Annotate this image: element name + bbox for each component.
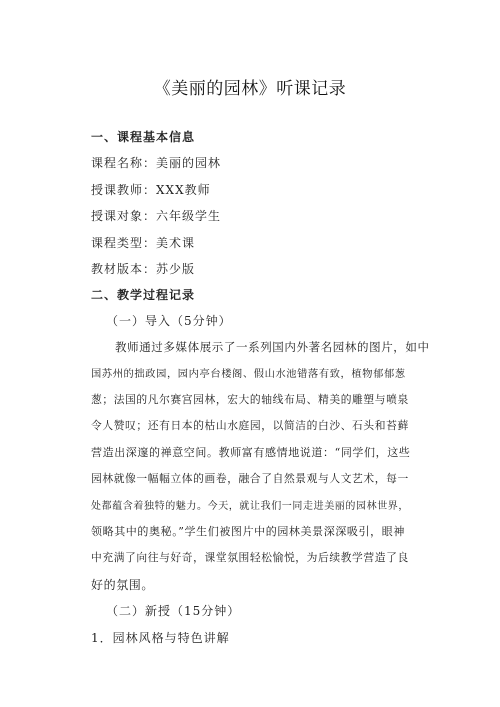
info-course-type: 课程类型：美术课 xyxy=(91,236,196,250)
paragraph-line: 中充满了向往与好奇，课堂氛围轻松愉悦，为后续教学营造了良 xyxy=(91,551,409,564)
section-heading-process: 二、教学过程记录 xyxy=(91,288,196,302)
paragraph-line: 葱；法国的凡尔赛宫园林，宏大的轴线布局、精美的雕塑与喷泉 xyxy=(91,393,409,406)
info-audience: 授课对象：六年级学生 xyxy=(91,209,222,223)
page-title: 《美丽的园林》听课记录 xyxy=(153,79,347,99)
info-textbook: 教材版本：苏少版 xyxy=(91,262,196,276)
paragraph-line: 国苏州的拙政园，园内亭台楼阁、假山水池错落有致，植物郁郁葱 xyxy=(91,368,406,380)
paragraph-line: 营造出深邃的禅意空间。教师富有感情地说道：“同学们，这些 xyxy=(91,446,411,459)
info-teacher: 授课教师：XXX教师 xyxy=(91,183,211,197)
section-heading-basic-info: 一、课程基本信息 xyxy=(91,130,196,144)
paragraph-line: 处都蕴含着独特的魅力。今天，就让我们一同走进美丽的园林世界， xyxy=(91,501,409,512)
subheading-new-lesson: （二）新授（15分钟） xyxy=(106,604,241,618)
subheading-intro: （一）导入（5分钟） xyxy=(106,314,232,328)
paragraph-line: 领略其中的奥秘。”学生们被图片中的园林美景深深吸引，眼神 xyxy=(91,525,405,538)
paragraph-line: 令人赞叹；还有日本的枯山水庭园，以简洁的白沙、石头和苔藓 xyxy=(91,419,409,432)
paragraph-line: 园林就像一幅幅立体的画卷，融合了自然景观与人文艺术，每一 xyxy=(91,472,409,485)
info-course-name: 课程名称：美丽的园林 xyxy=(91,156,222,170)
paragraph-line: 好的氛围。 xyxy=(91,578,155,592)
point-garden-style: 1．园林风格与特色讲解 xyxy=(91,631,230,645)
paragraph-line: 教师通过多媒体展示了一系列国内外著名园林的图片，如中 xyxy=(115,340,430,354)
